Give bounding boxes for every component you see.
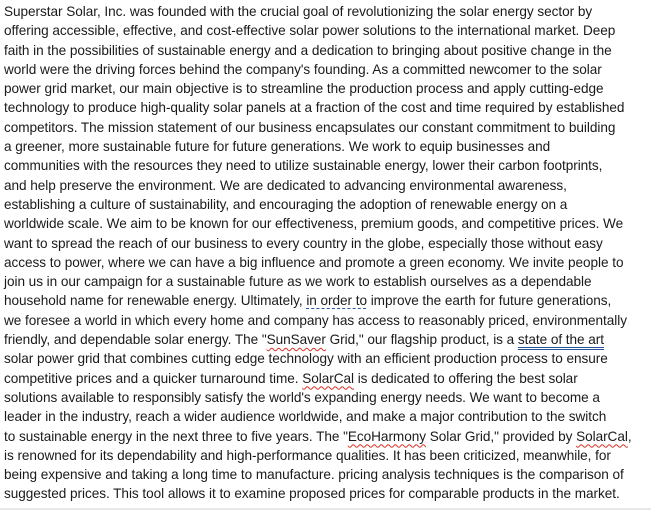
text-line [4, 195, 648, 214]
text-run: solutions available to responsibly satisfy the world's expanding energy needs. We want to become a [4, 389, 600, 405]
text-run: join us in our campaign for a sustainable future as we work to establish ourselves as a dependable [4, 274, 592, 290]
text-line [4, 272, 648, 291]
text-line [4, 137, 648, 156]
text-run: faith in the possibilities of sustainable energy and a dedication to bringing about positive change in the [4, 42, 612, 58]
text-run: improve the earth for future generations, [366, 293, 612, 309]
text-line [4, 176, 648, 195]
text-line [4, 330, 648, 349]
text-run: leader in the industry, reach a wider audience worldwide, and make a major contribution to the switch [4, 409, 607, 425]
text-line [4, 349, 648, 368]
text-line [4, 484, 648, 503]
spelling-flag[interactable]: SolarCal [302, 370, 354, 386]
text-run: solar power grid that combines cutting edge technology with an efficient production process to ensure [4, 351, 608, 367]
text-line [4, 407, 648, 426]
text-run: technology to produce high-quality solar panels at a fraction of the cost and time required by established [4, 100, 625, 116]
text-run: competitors. The mission statement of our business encapsulates our constant commitment to building [4, 119, 616, 135]
text-line [4, 214, 648, 233]
text-line [4, 311, 648, 330]
spelling-flag[interactable]: SolarCal [576, 428, 628, 444]
text-run: friendly, and dependable solar energy. The " [4, 332, 267, 348]
text-run: Grid," our flagship product, is a [325, 332, 518, 348]
text-run: household name for renewable energy. Ultimately, [4, 293, 307, 309]
text-run: is renowned for its dependability and high-performance qualities. It has been criticized, meanwhile, for [4, 447, 611, 463]
spelling-flag[interactable]: SunSaver [266, 332, 326, 348]
text-run: power grid market, our main objective is to streamline the production process and apply cutting-edge [4, 81, 604, 97]
text-run: Solar Grid," provided by [425, 428, 577, 444]
text-run: communities with the resources they need to utilize sustainable energy, lower their carbon footprints, [4, 158, 603, 174]
text-run: worldwide scale. We aim to be known for our effectiveness, premium goods, and competitive prices. We [4, 216, 624, 232]
text-run: is dedicated to offering the best solar [353, 370, 578, 386]
text-run: and help preserve the environment. We are dedicated to advancing environmental awareness, [4, 177, 567, 193]
document-body[interactable] [4, 2, 648, 504]
text-line [4, 427, 648, 446]
grammar-flag[interactable]: state of the art [517, 332, 604, 348]
text-line [4, 446, 648, 465]
text-line [4, 41, 648, 60]
text-line [4, 465, 648, 484]
text-line [4, 156, 648, 175]
text-run: competitive prices and a quicker turnaround time. [4, 370, 303, 386]
text-line [4, 21, 648, 40]
text-run: suggested prices. This tool allows it to examine proposed prices for comparable products in the market. [4, 486, 620, 502]
text-line [4, 118, 648, 137]
text-run: establishing a culture of sustainability, and encouraging the adoption of renewable energy on a [4, 196, 568, 212]
text-line [4, 79, 648, 98]
text-run: to sustainable energy in the next three to five years. The " [4, 428, 348, 444]
text-run: offering accessible, effective, and cost-effective solar power solutions to the international market. Deep [4, 23, 616, 39]
text-line [4, 98, 648, 117]
text-line [4, 369, 648, 388]
text-run: world were the driving forces behind the company's founding. As a committed newcomer to the solar [4, 61, 602, 77]
text-line [4, 388, 648, 407]
text-run: Superstar Solar, Inc. was founded with the crucial goal of revolutionizing the solar energy sector by [4, 4, 593, 19]
text-line [4, 234, 648, 253]
text-line [4, 291, 648, 310]
text-line [4, 2, 648, 21]
text-run: a greener, more sustainable future for future generations. We work to equip businesses and [4, 139, 551, 155]
text-line [4, 60, 648, 79]
text-run: being expensive and taking a long time to manufacture. pricing analysis techniques is the comparison of [4, 467, 624, 483]
text-run: want to spread the reach of our business to every country in the globe, especially those without easy [4, 235, 603, 251]
text-line [4, 253, 648, 272]
text-run: we foresee a world in which every home and company has access to reasonably priced, environmentally [4, 312, 627, 328]
text-run: , [627, 428, 632, 444]
clarity-flag[interactable]: in order to [306, 293, 367, 309]
text-run: access to power, where we can have a big influence and promote a green economy. We invite people to [4, 254, 624, 270]
spelling-flag[interactable]: EcoHarmony [347, 428, 426, 444]
